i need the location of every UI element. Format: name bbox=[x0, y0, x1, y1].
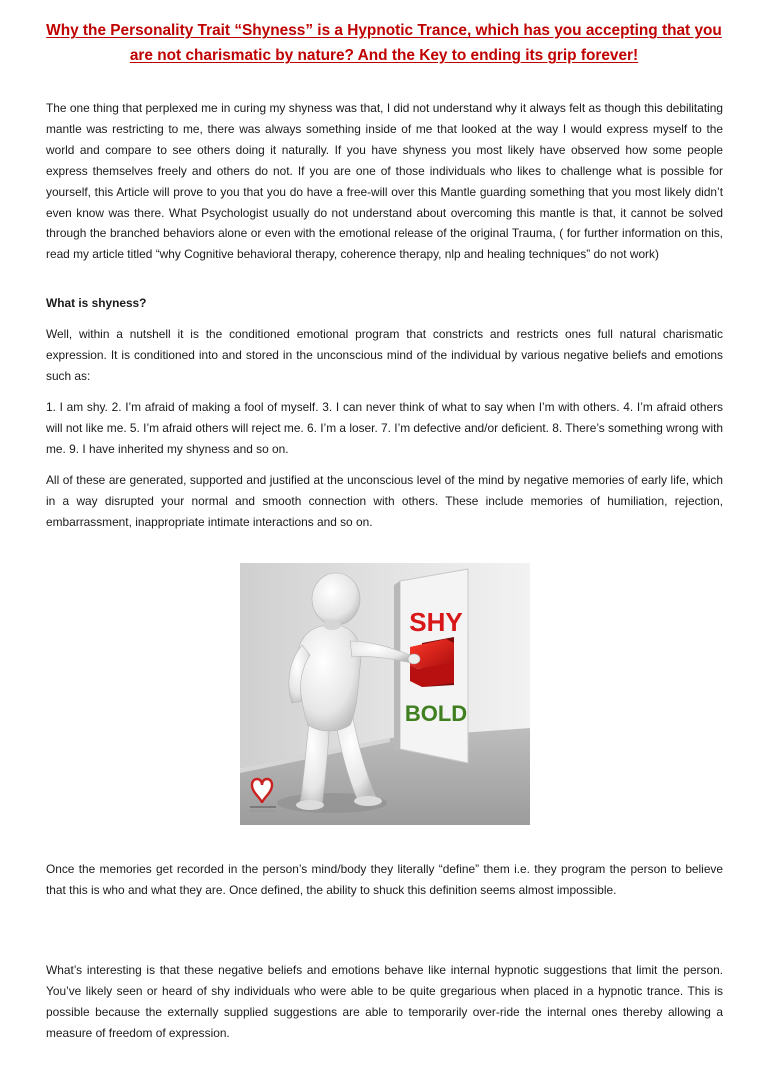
section-heading: What is shyness? bbox=[46, 296, 147, 310]
shy-label: SHY bbox=[409, 607, 463, 637]
shy-bold-switch-illustration bbox=[240, 563, 530, 825]
document-title: Why the Personality Trait “Shyness” is a Hypnotic Trance, which has you accepting that you are not charismatic by nature? And the Key to ending its grip forever! bbox=[46, 22, 722, 64]
intro-paragraph: The one thing that perplexed me in curing my shyness was that, I did not understand why it always felt as though this debilitating mantle was restricting to me, there was always something inside of me that looked at the way I would express myself to the world and compare to see others doing it naturally. If you have shyness you most likely have observed how some people express themselves freely and others do not. If you are one of those individuals who likes to challenge what is possible for yourself, this Article will prove to you that you do have a free-will over this Mantle guarding something that you most likely didn’t even know was there. What Psychologist usually do not understand about overcoming this mantle is that, it cannot be solved through the branched behaviors alone or even with the emotional release of the original Trauma, ( for further information on this, read my article titled “why Cognitive behavioral therapy, coherence therapy, nlp and healing techniques” do not work) bbox=[46, 101, 723, 262]
memories-paragraph: All of these are generated, supported and justified at the unconscious level of the mind by negative memories of early life, which in a way disrupted your normal and smooth connection with others. These include memories of humiliation, rejection, embarrassment, inappropriate intimate interactions and so on. bbox=[46, 473, 723, 529]
hypnotic-paragraph: What’s interesting is that these negative beliefs and emotions behave like internal hypnotic suggestions that limit the person. You’ve likely seen or heard of shy individuals who were able to be quite gregarious when placed in a hypnotic trance. This is possible because the externally supplied suggestions are able to temporarily over-ride the internal ones thereby allowing a measure of freedom of expression. bbox=[46, 963, 723, 1040]
switch-plate bbox=[394, 569, 468, 763]
beliefs-list-paragraph: 1. I am shy. 2. I’m afraid of making a fool of myself. 3. I can never think of what to say when I’m with others. 4. I’m afraid others will not like me. 5. I’m afraid others will reject me. 6. I’m a loser. 7. I’m defective and/or deficient. 8. There’s something wrong with me. 9. I have inherited my shyness and so on. bbox=[46, 400, 723, 456]
definition-paragraph: Well, within a nutshell it is the conditioned emotional program that constricts and restricts ones full natural charismatic expression. It is conditioned into and stored in the unconscious mind of the individual by various negative beliefs and emotions such as: bbox=[46, 327, 723, 383]
defined-paragraph: Once the memories get recorded in the person’s mind/body they literally “define” them i.e. they program the person to believe that this is who and what they are. Once defined, the ability to shuck this definition seems almost impossible. bbox=[46, 862, 723, 897]
bold-label: BOLD bbox=[404, 701, 468, 726]
